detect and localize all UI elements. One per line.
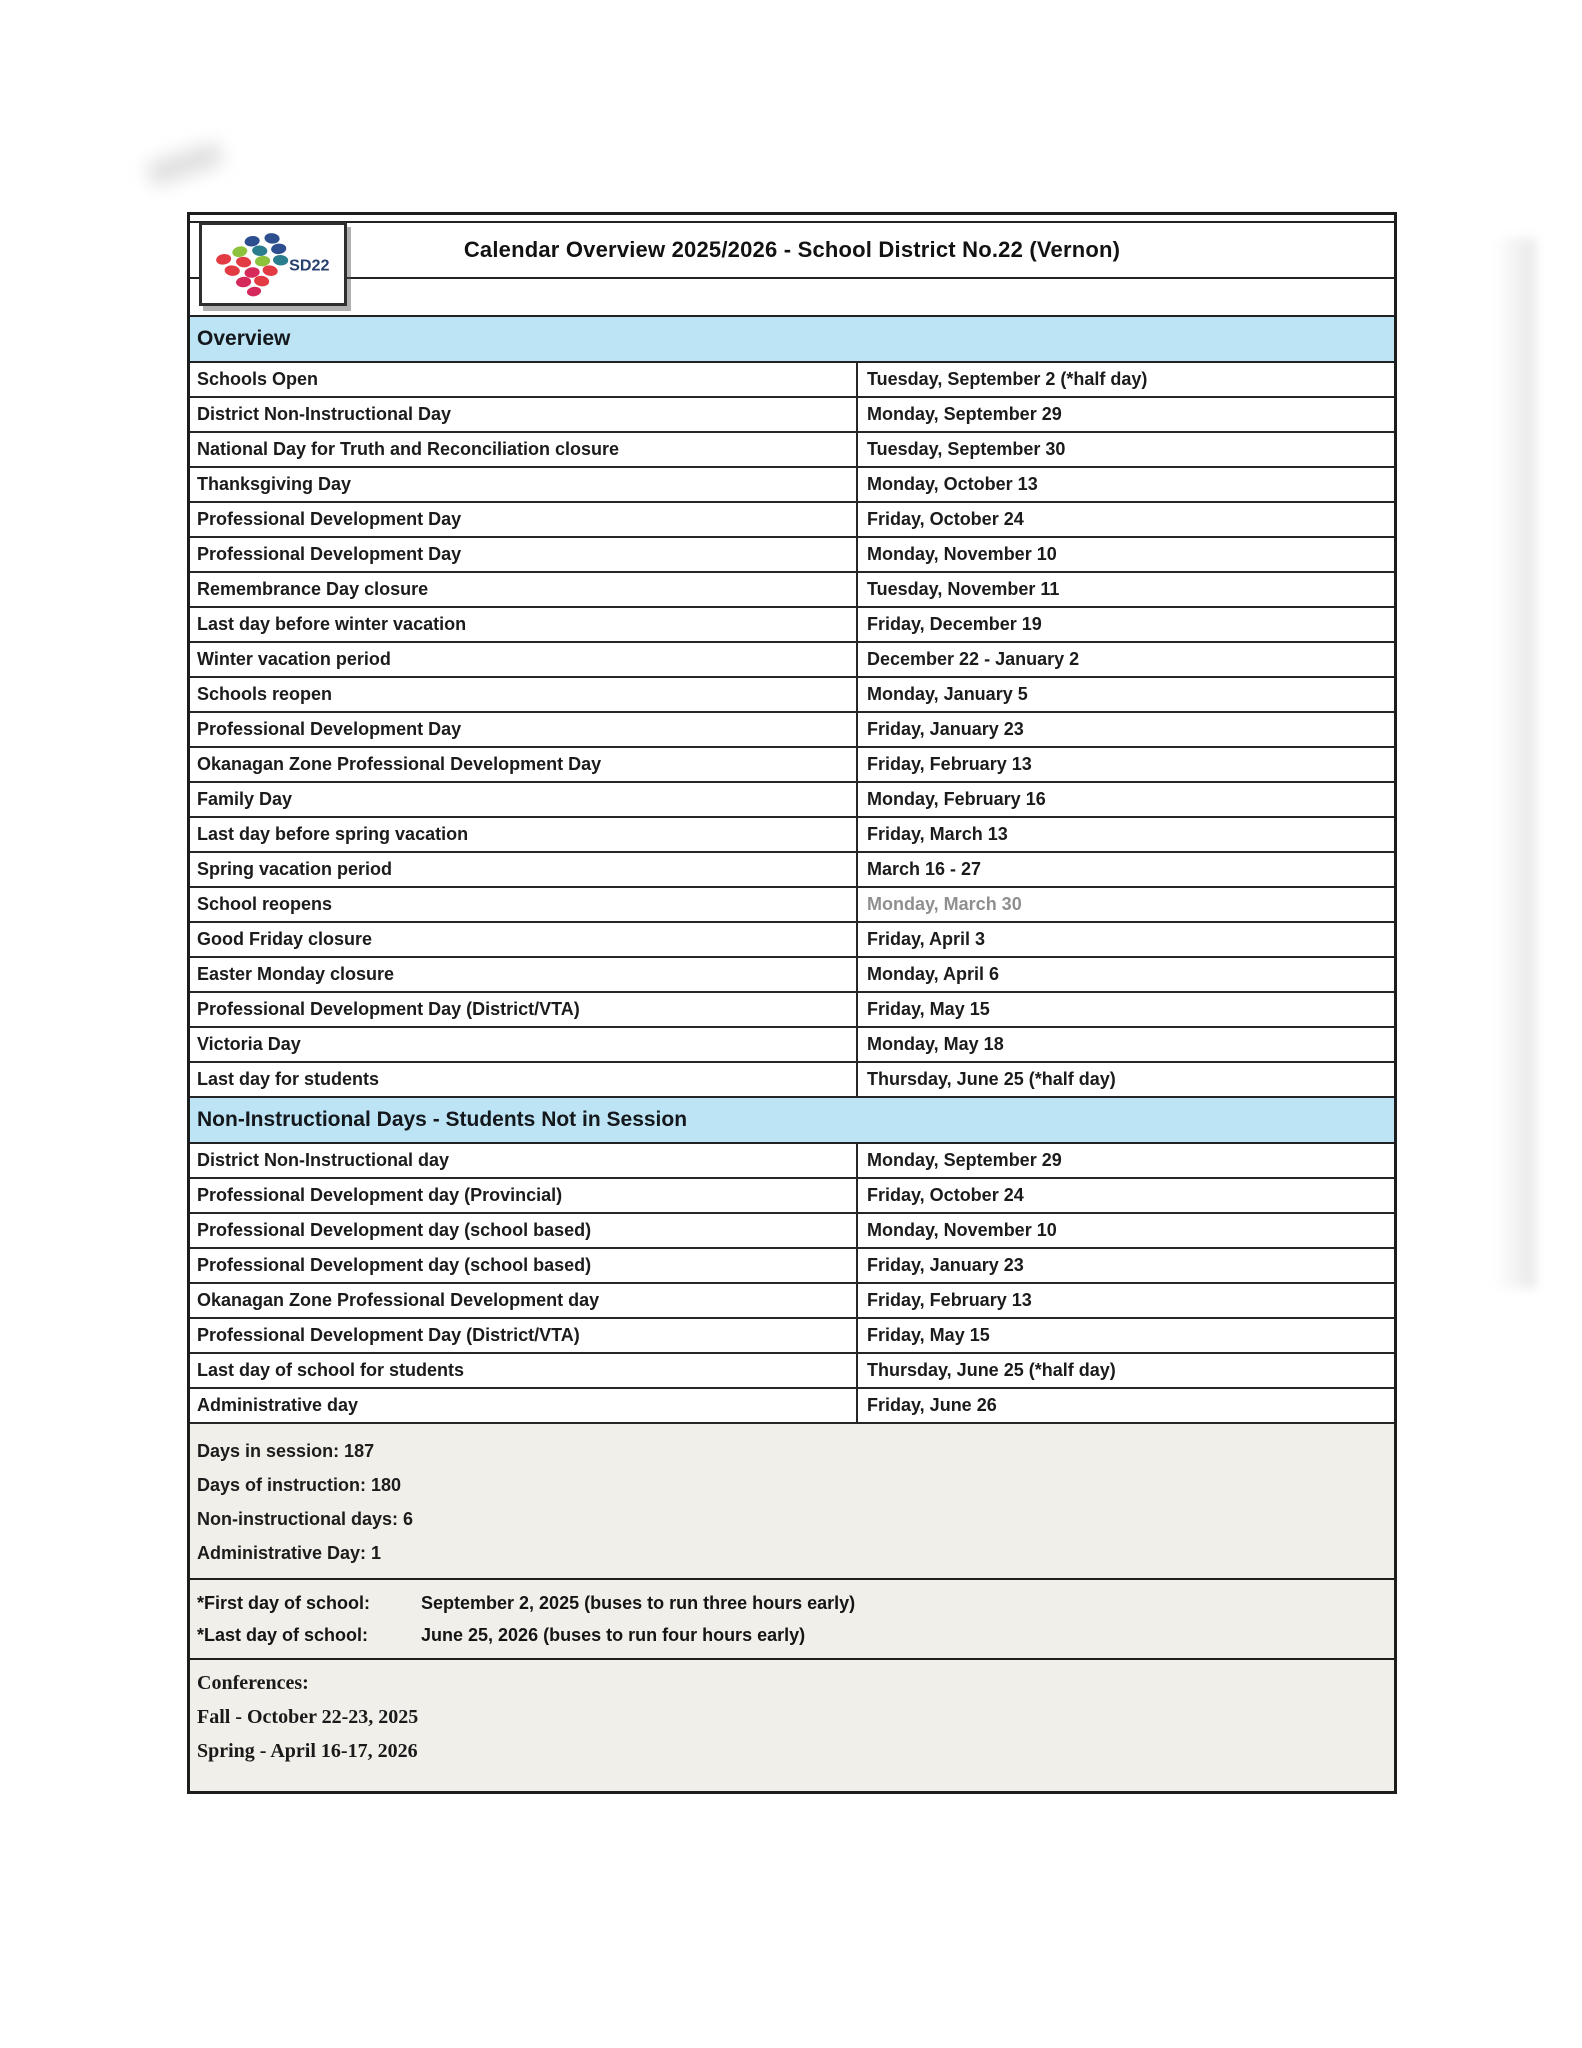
section-rows [190,363,1394,1098]
event-date: Monday, April 6 [867,964,1000,984]
section-title: Non-Instructional Days - Students Not in Session [190,1098,1394,1144]
summary-line: Days in session: 187 [197,1441,375,1461]
event-date: Friday, June 26 [867,1395,997,1415]
event-date: Tuesday, September 2 (*half day) [867,369,1148,389]
event-date: March 16 - 27 [867,859,982,879]
event-label: Winter vacation period [190,643,858,676]
table-row [190,1063,1394,1098]
conference-line: Fall - October 22-23, 2025 [197,1706,419,1728]
event-date: Monday, March 30 [867,894,1022,914]
event-label: Okanagan Zone Professional Development day [190,1284,858,1317]
table-row [190,993,1394,1028]
summary-line: Days of instruction: 180 [197,1475,402,1495]
event-date: Friday, May 15 [867,1325,990,1345]
table-top-strip [190,215,1394,223]
table-row [190,573,1394,608]
table-row [190,1284,1394,1319]
bus-note-text: September 2, 2025 (buses to run three hours early) [421,1593,856,1613]
bus-note-label: *Last day of school: [197,1625,369,1645]
table-row [190,713,1394,748]
event-label: Professional Development day (school based) [190,1214,858,1247]
event-date: Friday, October 24 [867,509,1024,529]
event-date: Friday, December 19 [867,614,1042,634]
summary-line: Non-instructional days: 6 [197,1509,414,1529]
event-date: Monday, January 5 [867,684,1028,704]
event-date: Friday, May 15 [867,999,990,1019]
sd22-logo-text: SD22 [289,256,330,275]
event-label: Victoria Day [190,1028,858,1061]
event-date: Friday, February 13 [867,754,1032,774]
table-row [190,853,1394,888]
section-rows [190,1144,1394,1424]
table-row [190,1319,1394,1354]
event-label: Professional Development Day [190,713,858,746]
event-label: Last day before winter vacation [190,608,858,641]
event-date: Monday, November 10 [867,1220,1057,1240]
event-label: Last day before spring vacation [190,818,858,851]
event-label: Okanagan Zone Professional Development Day [190,748,858,781]
table-row [190,1179,1394,1214]
sd22-logo [199,222,347,306]
event-date: Friday, January 23 [867,1255,1024,1275]
event-date: Tuesday, September 30 [867,439,1066,459]
event-label: Professional Development day (school based) [190,1249,858,1282]
bus-note-label: *First day of school: [197,1593,371,1613]
table-row [190,678,1394,713]
event-date: Monday, September 29 [867,404,1062,424]
event-label: Easter Monday closure [190,958,858,991]
event-label: Professional Development day (Provincial) [190,1179,858,1212]
event-label: Professional Development Day (District/VTA) [190,1319,858,1352]
event-label: Last day for students [190,1063,858,1096]
table-row [190,1214,1394,1249]
event-date: Monday, May 18 [867,1034,1004,1054]
table-row [190,643,1394,678]
event-date: Monday, February 16 [867,789,1046,809]
conference-line: Spring - April 16-17, 2026 [197,1740,418,1762]
event-date: Thursday, June 25 (*half day) [867,1360,1116,1380]
table-row [190,363,1394,398]
table-row [190,783,1394,818]
table-row [190,748,1394,783]
conferences-heading: Conferences: [197,1672,309,1694]
summary-block [190,1424,1394,1580]
document-header [190,223,1394,279]
bus-note [197,1619,1386,1651]
event-label: Administrative day [190,1389,858,1422]
non-instructional-section [190,1098,1394,1424]
table-row [190,608,1394,643]
table-row [190,923,1394,958]
event-label: Professional Development Day (District/VTA) [190,993,858,1026]
table-row [190,818,1394,853]
event-date: December 22 - January 2 [867,649,1080,669]
event-label: Professional Development Day [190,503,858,536]
event-date: Friday, April 3 [867,929,986,949]
event-label: National Day for Truth and Reconciliation closure [190,433,858,466]
table-row [190,538,1394,573]
conferences-lines [197,1697,1386,1765]
scan-artifact [1494,238,1536,1288]
scan-artifact [146,141,224,187]
event-label: Family Day [190,783,858,816]
table-row [190,1389,1394,1424]
event-label: Schools reopen [190,678,858,711]
table-row [190,888,1394,923]
page-title: Calendar Overview 2025/2026 - School District No.22 (Vernon) [463,237,1121,262]
event-date: Friday, March 13 [867,824,1008,844]
table-row [190,433,1394,468]
calendar-document [187,212,1397,1794]
event-label: School reopens [190,888,858,921]
conferences-block [190,1660,1394,1791]
event-date: Friday, October 24 [867,1185,1024,1205]
event-date: Tuesday, November 11 [867,579,1060,599]
event-date: Monday, September 29 [867,1150,1062,1170]
event-label: Professional Development Day [190,538,858,571]
event-date: Friday, February 13 [867,1290,1032,1310]
table-row [190,1249,1394,1284]
table-row [190,958,1394,993]
overview-section [190,317,1394,1098]
bus-note-text: June 25, 2026 (buses to run four hours early) [421,1625,806,1645]
event-label: Last day of school for students [190,1354,858,1387]
event-label: Good Friday closure [190,923,858,956]
table-row [190,468,1394,503]
event-label: Schools Open [190,363,858,396]
event-date: Monday, November 10 [867,544,1057,564]
summary-line: Administrative Day: 1 [197,1543,382,1563]
section-title: Overview [190,317,1394,363]
event-date: Friday, January 23 [867,719,1024,739]
table-row [190,1028,1394,1063]
table-row [190,503,1394,538]
event-label: District Non-Instructional Day [190,398,858,431]
sd22-logo-graphic [205,227,341,301]
header-spacer-row [190,279,1394,317]
event-date: Monday, October 13 [867,474,1038,494]
event-label: Remembrance Day closure [190,573,858,606]
table-row [190,398,1394,433]
event-label: Spring vacation period [190,853,858,886]
bus-notes-block [190,1580,1394,1660]
event-label: Thanksgiving Day [190,468,858,501]
bus-note [197,1587,1386,1619]
table-row [190,1144,1394,1179]
table-row [190,1354,1394,1389]
event-label: District Non-Instructional day [190,1144,858,1177]
event-date: Thursday, June 25 (*half day) [867,1069,1116,1089]
